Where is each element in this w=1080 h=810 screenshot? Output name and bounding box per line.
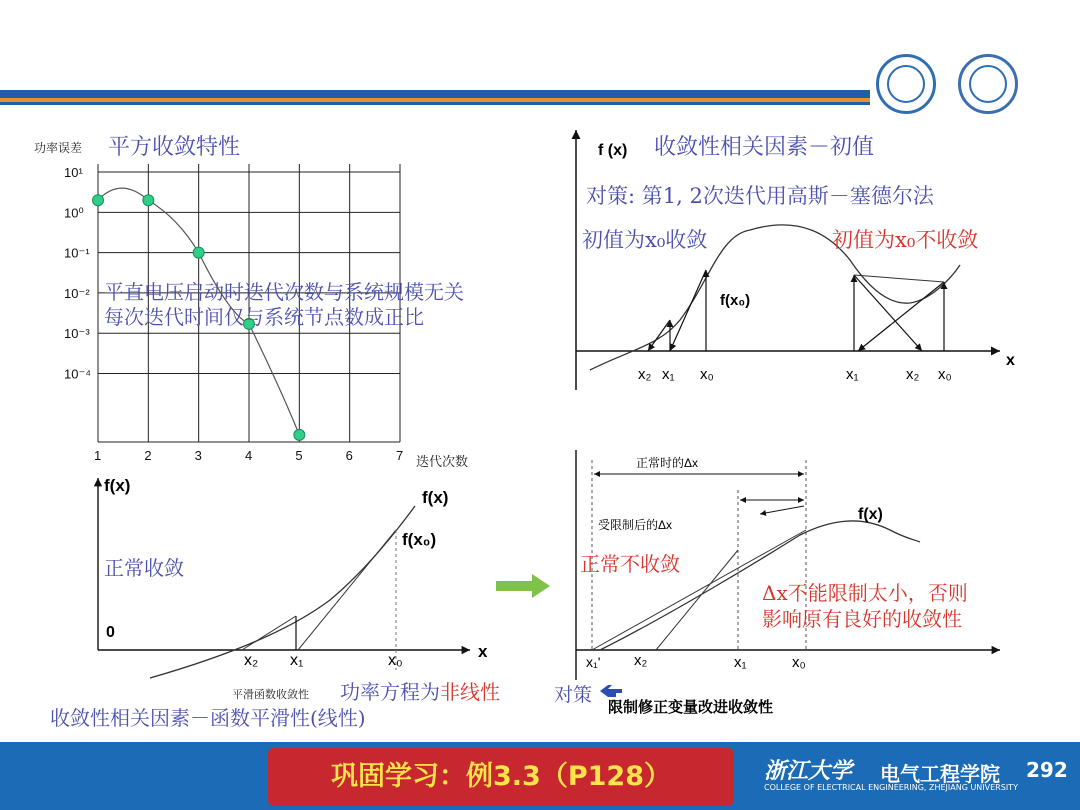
chart-note-line2: 每次迭代时间仅与系统节点数成正比: [104, 305, 424, 329]
tr-tick-x1-left: x₁: [662, 366, 675, 383]
x-tick-label: 2: [144, 448, 152, 463]
bl-power-eq: [340, 676, 500, 705]
bl-curve-label: f(x): [422, 488, 449, 507]
y-tick-label: 10⁻⁴: [64, 366, 91, 382]
data-point: [294, 429, 305, 440]
data-point: [93, 195, 104, 206]
x-tick-labels: [94, 448, 403, 463]
br-limited-dx: 受限制后的Δx: [598, 518, 673, 532]
bl-smooth-caption: 平滑函数收敛性: [232, 689, 309, 701]
panel-title-quadratic: 平方收敛特性: [108, 135, 241, 160]
br-warning-line2: 影响原有良好的收敛性: [762, 607, 962, 631]
tr-nonconverge-label: 初值为x₀不收敛: [832, 228, 979, 252]
study-banner: [268, 748, 734, 806]
study-banner-text: 巩固学习：例3.3（P128）: [331, 761, 671, 792]
br-normal-dx: 正常时的Δx: [636, 456, 699, 470]
data-point: [143, 195, 154, 206]
data-point: [193, 247, 204, 258]
x-tick-label: 4: [245, 448, 253, 463]
bl-power-eq-text: 功率方程为: [340, 680, 440, 704]
tr-tick-x1-right: x₁: [846, 366, 859, 383]
br-caption: 限制修正变量改进收敛性: [608, 699, 774, 716]
bl-title: 收敛性相关因素－函数平滑性(线性): [50, 706, 366, 730]
x-axis-label: 迭代次数: [416, 454, 469, 469]
bl-tick-x2: x₂: [244, 652, 259, 669]
bl-x-axis-label: x: [478, 642, 488, 661]
tr-title: 收敛性相关因素－初值: [654, 135, 875, 160]
chart-note-line1: 平直电压启动时迭代次数与系统规模无关: [104, 280, 464, 304]
tr-tick-x0-right: x₀: [938, 366, 952, 383]
college-logo-right: [958, 54, 1018, 114]
br-strategy-label: 对策: [554, 684, 593, 706]
right-arrow-icon: [496, 574, 552, 598]
x-tick-label: 7: [396, 448, 404, 463]
bl-tick-x1: x₁: [290, 652, 304, 669]
college-name: 电气工程学院: [880, 762, 1000, 786]
y-tick-labels: [64, 165, 91, 381]
page-number: 292: [1026, 758, 1068, 782]
tr-strategy: 对策: 第1, 2次迭代用高斯－塞德尔法: [586, 184, 934, 208]
tr-tick-x0-left: x₀: [700, 366, 714, 383]
initial-value-diagram: [560, 120, 1080, 400]
br-nonconverge: 正常不收敛: [580, 552, 680, 576]
bl-y-axis-label: f(x): [104, 476, 131, 495]
tr-converge-label: 初值为x₀收敛: [582, 228, 708, 252]
bl-zero-label: 0: [106, 624, 115, 641]
y-tick-label: 10⁻³: [64, 326, 90, 342]
br-warning: [762, 580, 968, 632]
x-tick-label: 6: [345, 448, 353, 463]
br-tick-x1: x₁: [734, 654, 747, 671]
tr-tick-x2-left: x₂: [638, 366, 652, 383]
bl-fx0-label: f(x₀): [402, 530, 437, 549]
y-tick-label: 10⁰: [64, 205, 84, 221]
tr-y-axis-label: f (x): [598, 142, 628, 159]
x-tick-label: 5: [295, 448, 303, 463]
tr-tick-x2-right: x₂: [906, 366, 920, 383]
university-name: 浙江大学: [764, 758, 853, 784]
y-tick-label: 10⁻²: [64, 285, 90, 301]
y-tick-label: 10¹: [64, 165, 83, 181]
y-tick-label: 10⁻¹: [64, 245, 90, 261]
zju-logo-left: [876, 54, 936, 114]
bl-nonlinear-text: 非线性: [440, 680, 500, 704]
br-tick-x2: x₂: [634, 652, 648, 669]
br-tick-x0: x₀: [792, 654, 806, 671]
x-tick-label: 1: [94, 448, 102, 463]
tr-x-axis-label: x: [1006, 352, 1015, 369]
x-tick-label: 3: [194, 448, 202, 463]
bl-tick-x0: x₀: [388, 652, 403, 669]
br-warning-line1: Δx不能限制太小，否则: [762, 581, 968, 605]
br-curve-label: f(x): [858, 506, 883, 523]
y-axis-label: 功率误差: [34, 141, 83, 155]
bl-normal-converge: 正常收敛: [104, 556, 184, 580]
tr-fx0-label: f(x₀): [720, 292, 751, 309]
chart-note: [104, 280, 464, 330]
br-tick-x1prime: x₁': [586, 654, 601, 670]
college-english-name: COLLEGE OF ELECTRICAL ENGINEERING, ZHEJIANG UNIVERSITY: [764, 783, 1018, 792]
